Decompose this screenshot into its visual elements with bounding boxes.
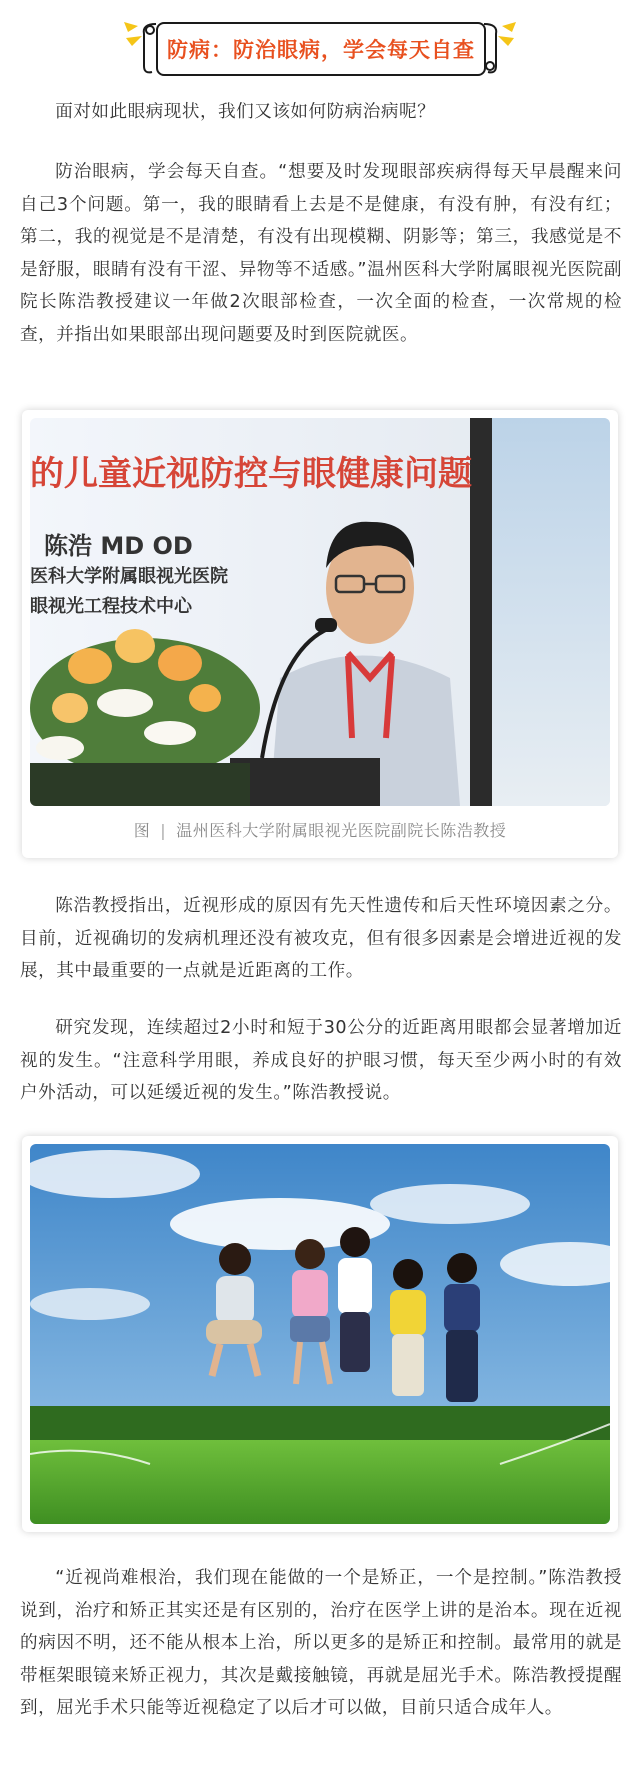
slide-title: 的儿童近视防控与眼健康问题 (30, 454, 472, 494)
photo-professor-speaking (30, 418, 610, 806)
slide-presenter-name: 陈浩 MD OD (44, 532, 193, 560)
paragraph-correction: “近视尚难根治，我们现在能做的一个是矫正，一个是控制。”陈浩教授说到，治疗和矫正其实还是有区别的，治疗在医学上讲的是治本。现在近视的病因不明，还不能从根本上治，所以更多的是矫正和控制。最常用的就是带框架眼镜来矫正视力，其次是戴接触镜，再就是屈光手术。陈浩教授提醒到，屈光手术只能等近视稳定了以后才可以做，目前只适合成年人。 (20, 1568, 622, 1718)
outdoor-illustration (30, 1144, 610, 1524)
paragraph-self-check: 防治眼病，学会每天自查。“想要及时发现眼部疾病得每天早晨醒来问自己3个问题。第一，我的眼睛看上去是不是健康，有没有肿，有没有红；第二，我的视觉是不是清楚，有没有出现模糊、阴影等；第三，我感觉是不是舒服，眼睛有没有干涩、异物等不适感。”温州医科大学附属眼视光医院副院长陈浩教授建议一年做2次眼部检查，一次全面的检查，一次常规的检查，并指出如果眼部出现问题要及时到医院就医。 (20, 162, 622, 345)
caption-prefix: 图 (133, 821, 151, 840)
heading-box (156, 22, 486, 76)
paragraph-intro: 面对如此眼病现状，我们又该如何防病治病呢？ (55, 102, 436, 122)
slide-affiliation-line: 医科大学附属眼视光医院 (30, 566, 228, 587)
section-heading-banner (128, 14, 512, 84)
figure-caption (22, 818, 618, 841)
section-title: 防病：防治眼病，学会每天自查 (167, 38, 475, 62)
caption-separator: | (160, 821, 167, 840)
paragraph-causes: 陈浩教授指出，近视形成的原因有先天性遗传和后天性环境因素之分。目前，近视确切的发病机理还没有被攻克，但有很多因素是会增进近视的发展，其中最重要的一点就是近距离的工作。 (20, 896, 622, 981)
slide-affiliation-line: 眼视光工程技术中心 (30, 596, 192, 617)
photo-children-outdoors (30, 1144, 610, 1524)
figure-professor-photo (22, 410, 618, 858)
caption-text: 温州医科大学附属眼视光医院副院长陈浩教授 (176, 821, 507, 840)
paragraph-research: 研究发现，连续超过2小时和短于30公分的近距离用眼都会显著增加近视的发生。“注意科学用眼，养成良好的护眼习惯，每天至少两小时的有效户外活动，可以延缓近视的发生。”陈浩教授说。 (20, 1018, 622, 1103)
figure-children-jumping (22, 1136, 618, 1532)
